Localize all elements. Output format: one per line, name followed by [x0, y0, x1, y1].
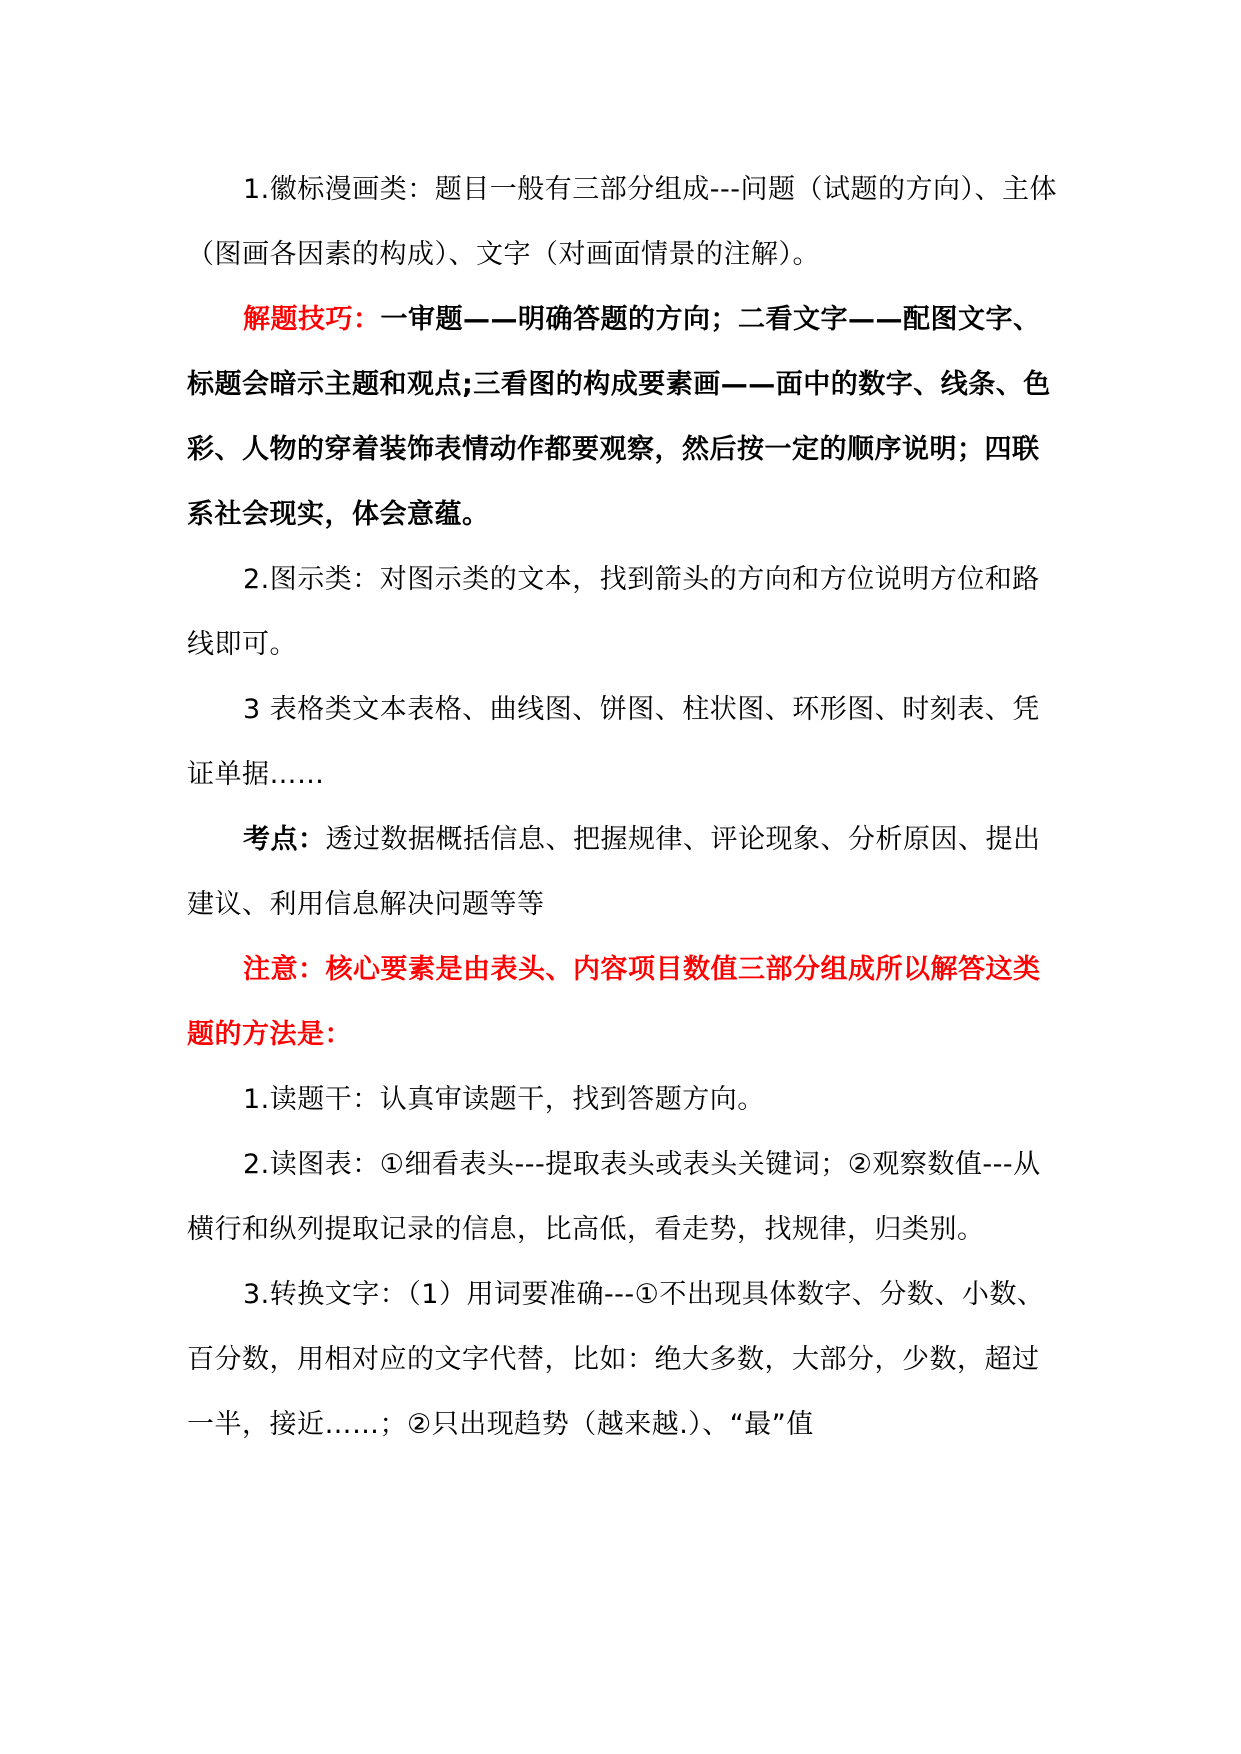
- paragraph-attention: 注意：核心要素是由表头、内容项目数值三部分组成所以解答这类题的方法是：: [187, 954, 1041, 1050]
- paragraph-solving-tips: [187, 287, 1057, 547]
- paragraph-table-type: 3 表格类文本表格、曲线图、饼图、柱状图、环形图、时刻表、凭证单据……: [187, 694, 1040, 790]
- paragraph-convert-text: 3.转换文字：（1）用词要准确---①不出现具体数字、分数、小数、百分数，用相对应的文字代替，比如：绝大多数，大部分，少数，超过一半，接近……；②只出现趋势（越来越.）、“最”值: [187, 1279, 1045, 1440]
- exam-points-body: 透过数据概括信息、把握规律、评论现象、分析原因、提出建议、利用信息解决问题等等: [187, 824, 1041, 920]
- solving-tips-body: 一审题——明确答题的方向；二看文字——配图文字、标题会暗示主题和观点;三看图的构成要素画——面中的数字、线条、色彩、人物的穿着装饰表情动作都要观察，然后按一定的顺序说明；四联系社会现实，体会意蕴。: [187, 304, 1051, 530]
- paragraph-read-question: 1.读题干：认真审读题干，找到答题方向。: [243, 1084, 765, 1115]
- paragraph-read-chart: 2.读图表：①细看表头---提取表头或表头关键词；②观察数值---从横行和纵列提取记录的信息，比高低，看走势，找规律，归类别。: [187, 1149, 1041, 1245]
- document-body: [187, 157, 1057, 1457]
- exam-points-label: 考点：: [243, 824, 326, 855]
- solving-tips-label: 解题技巧：: [243, 304, 381, 335]
- paragraph-diagram-type: 2.图示类：对图示类的文本，找到箭头的方向和方位说明方位和路线即可。: [187, 564, 1040, 660]
- paragraph-exam-points: [187, 807, 1057, 937]
- paragraph-emblem-cartoon: 1.徽标漫画类：题目一般有三部分组成---问题（试题的方向）、主体（图画各因素的构成）、文字（对画面情景的注解）。: [187, 174, 1057, 270]
